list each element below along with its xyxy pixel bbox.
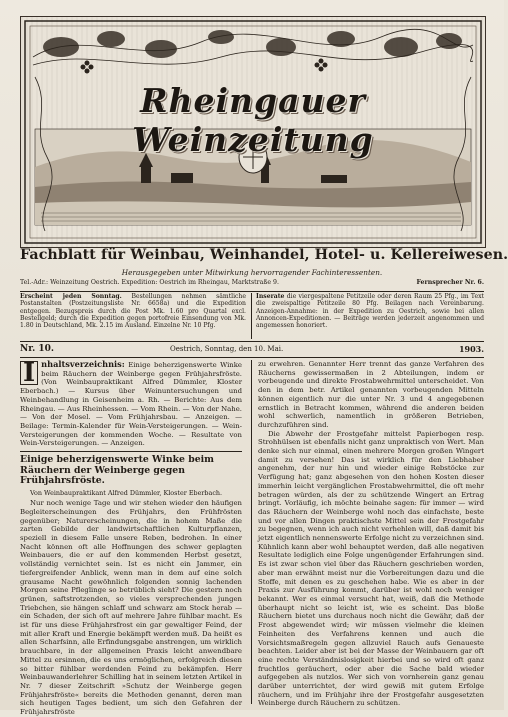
contact-line	[20, 279, 484, 290]
right-column	[258, 360, 484, 708]
article-headline: Einige beherzigenswerte Winke beim Räuchern der Weinberge gegen Frühjahrsfröste.	[20, 454, 214, 487]
publication-subtitle: Fachblatt für Weinbau, Weinhandel, Hotel- u. Kellereiwesen.	[20, 247, 508, 263]
drop-cap: I	[20, 361, 38, 385]
advertising-box	[256, 293, 484, 339]
subscription-lead: Erscheint jeden Sonntag.	[20, 293, 122, 300]
advertising-lead: Inserate	[256, 293, 285, 300]
article-continuation: zu erwehren. Genannter Herr trennt das ganze Verfahren des Räucherns gewissermaßen in 2 Abteilungen, indem er vorbeugende und direkte Frostabwehrmittel unterscheidet. Von den in dem betr. Artikel genannten vorbeugenden Mitteln können eigentlich nur die unter Nr. 3 und 4 angegebenen ernstlich in Betracht kommen, während die anderen beiden wohl schwerlich, namentlich in größeren Betrieben, durchzuführen sind.	[258, 360, 484, 429]
subscription-box	[20, 293, 246, 339]
address-info: Tel.-Adr.: Weinzeitung Oestrich. Expedition: Oestrich im Rheingau, Marktstraße 9.	[20, 279, 279, 286]
issue-year: 1903.	[458, 344, 484, 354]
contents-title: nhaltsverzeichnis:	[41, 359, 125, 369]
article-body: Nur noch wenige Tage und wir stehen wieder den häufigen Begleiterscheinungen des Frühjahrs, den Frühfrösten gegenüber; Naturerscheinungen, die in hohem Maße die zarten Gebilde der landwirtschaftlichen Kulturpflanzen, speziell in diesem Falle unsere Reben, bedrohen. In einer Nacht können oft alle Hoffnungen des schwer geplagten Weinbauers, die er auf den kommenden Herbst gesetzt, vollständig vernichtet sein. Ist es nicht ein Jammer, ein tiefergreifender Anblick, wenn man in dem auf eine solch grausame Nacht gewöhnlich folgenden sonnig lachenden Morgen seine Pfleglinge so betrüblich sieht? Die gestern noch grünen, saftstrotzenden, so vieles versprechenden jungen Triebchen, sie hängen schlaff und schwarz am Stock herab — ein Schaden, der sich oft auf mehrere Jahre fühlbar macht. Es ist für uns diese Frühjahrsfrost ein gar gewaltiger Feind, der mit aller Kraft und Energie bekämpft werden muß. Da heißt es allen Scharfsinn, alle Erfindungsgabe anstrengen, um wirklich brauchbare, in der allgemeinen Praxis leicht anwendbare Mittel zu ersinnen, die es uns ermöglichen, erfolgreich diesen so bitter fühlbar werdenden Feind zu bekämpfen. Herr Weinbauwanderlehrer Schilling hat in seinem letzten Artikel in Nr. 7 dieser Zeitschrift »Schutz der Weinberge gegen Frühjahrsfröste« bereits die Methoden genannt, deren man sich heutigen Tages bedient, um sich den Gefahren der Frühjahrsfröste	[20, 499, 242, 717]
phone-info: Fernsprecher Nr. 6.	[416, 279, 484, 286]
publication-tagline: Herausgegeben unter Mitwirkung hervorragender Fachinteressenten.	[121, 268, 383, 277]
issue-line	[20, 344, 484, 356]
contents-text: Einige beherzigenswerte Winke beim Räuchern der Weinberge gegen Frühjahrsfröste. (Von Weinbaupraktikant Alfred Dümmler, Kloster Eberbach.) — Kursus über Weinuntersuchungen und Weinbehandlung in Geisenheim a. Rh. — Berichte: Aus dem Rheingau. — Aus Rheinhessen. — Vom Rhein. — Von der Nahe. — Von der Mosel. — Vom Frühjahrsbau. — Anzeigen. — Beilage: Termin-Kalender für Wein-Versteigerungen. — Wein-Versteigerungen der kommenden Woche. — Resultate von Wein-Versteigerungen. — Anzeigen.	[20, 361, 242, 448]
divider-rule	[20, 291, 484, 292]
issue-number: Nr. 10.	[20, 344, 55, 354]
box-divider	[251, 293, 252, 339]
left-column	[20, 358, 242, 717]
advertising-text: die viergespaltene Petitzeile oder deren Raum 25 Pfg., im Text die zweispaltige Petitzeile 80 Pfg. Beilagen nach Vereinbarung. Anzeigen-Annahme: in der Expedition zu Oestrich, sowie bei allen Annoncen-Expeditionen. — Beiträge werden jederzeit angenommen und angemessen honoriert.	[256, 293, 484, 330]
divider-rule	[20, 341, 484, 342]
divider-rule	[20, 357, 484, 358]
masthead-engraving	[20, 16, 486, 248]
subscription-text: Bestellungen nehmen sämtliche Postanstalten (Postzeitungsliste Nr. 6658a) und die Expedition entgegen. Bezugspreis durch die Post Mk. 1.60 pro Quartal excl. Bestellgeld; durch die Expedition gegen portofreie Einsendung von Mk. 1.80 in Deutschland, Mk. 2.15 im Ausland. Einzelne Nr. 10 Pfg.	[20, 293, 246, 330]
article-byline: Von Weinbaupraktikant Alfred Dümmler, Kloster Eberbach.	[30, 488, 223, 497]
article-body-2: Die Abwehr der Frostgefahr mittelst Papierbogen resp. Strohhülsen ist ebenfalls nicht ganz unpraktisch von Wert. Man denke sich nur einmal, einen mehrere Morgen großen Wingert damit zu versehen! Das ist wirklich für den Liebhaber angenehm, der nur hin und wieder einige Rebstöcke zur Verfügung hat; ganz abgesehen von den hohen Kosten dieser immerhin leicht vergänglichen Frostabwehrmittel, die oft mehr betragen würden, als der zu schützende Wingert an Ertrag bringt. Vorläufig, ich möchte beinahe sagen: für immer — wird das Räuchern der Weinberge wohl noch das einfachste, beste und vor allen Dingen praktischste Mittel sein der Frostgefahr zu begegnen, wenn ich auch nicht verhehlen will, daß damit bis jetzt eigentlich nennenswerte Erfolge nicht zu verzeichnen sind. Kühnlich kann aber wohl behauptet werden, daß alle negativen Resultate lediglich eine Folge ungenügender Erfahrungen sind. Es ist zwar schon viel über das Räuchern geschrieben worden, aber man erwähnt meist nur die Vorbereitungen dazu und die Stoffe, mit denen es zu geschehen habe. Wie es aber in der Praxis zur Ausführung kommt, darüber ist wohl noch weniger bekannt. Wer es einmal versucht hat, weiß, daß die Methode überhaupt nicht so leicht ist, wie es scheint. Das bloße Räuchern bietet uns durchaus noch nicht die Gewähr, daß der Frost abgewendet wird; wir müssen vielmehr die kleinen Feinheiten des Verfahrens kennen und auch die Vorsichtsmaßregeln gegen allzuviel Rauch aufs Genaueste beachten. Leider aber ist bei der Masse der Weinbauern gar oft eine rechte Verständnislosigkeit hierbei und so wird oft ganz fruchtlos geräuchert, oder aber die Sache bald wieder aufgegeben als nutzlos. Wer sich von vornherein ganz genau darüber unterrichtet, der wird gewiß mit gutem Erfolge räuchern, und im Frühjahr ihre der Frostgefahr ausgesetzten Weinberge durch Räuchern zu schützen.	[258, 429, 484, 708]
column-rule	[20, 451, 242, 452]
masthead-title: Rheingauer Weinzeitung	[132, 81, 374, 159]
column-divider	[251, 360, 252, 704]
issue-date: Oestrich, Sonntag, den 10. Mai.	[170, 345, 284, 353]
